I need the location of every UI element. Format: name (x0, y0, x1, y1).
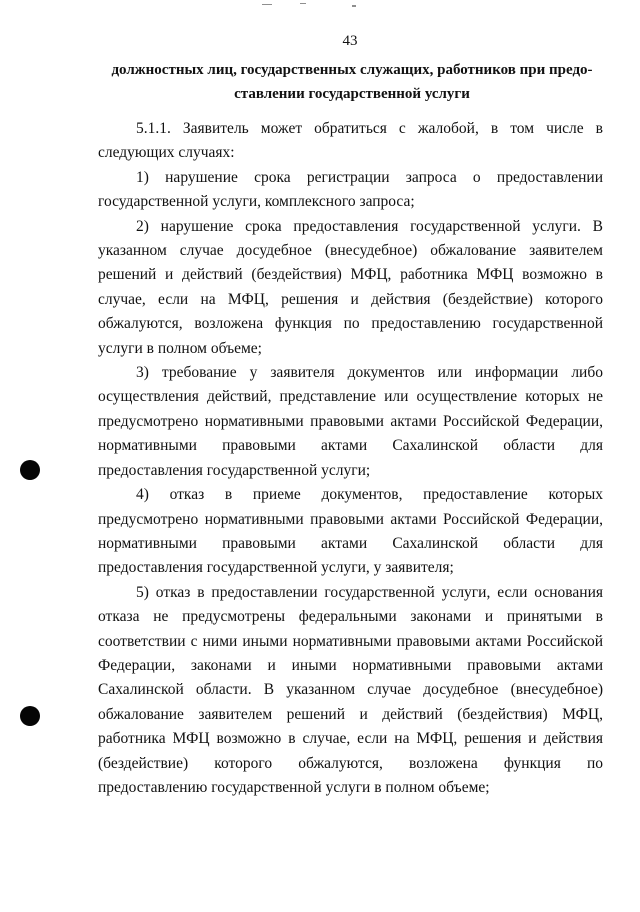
list-item-1: 1) нарушение срока регистрации запроса о предоставлении государственной услуги, комплексного запроса; (98, 168, 603, 211)
scan-artifact (262, 4, 272, 5)
punch-hole (20, 706, 40, 726)
punch-hole (20, 460, 40, 480)
list-item-3: 3) требование у заявителя документов или информации либо осуществления действий, представление или осуществление которых не предусмотрено нормативными правовыми актами Российской Федерации, нормативными правовыми актами Сахалинской области для предоставления государственной услуги; (98, 364, 603, 479)
page-number: 43 (342, 33, 358, 49)
list-item-4: 4) отказ в приеме документов, предоставление которых предусмотрено нормативными правовыми актами Российской Федерации, нормативными правовыми актами Сахалинской области для предоставления государственной услуги, у заявителя; (98, 486, 603, 577)
scan-artifact (352, 5, 356, 7)
paragraph-5-1-1: 5.1.1. Заявитель может обратиться с жалобой, в том числе в следующих случаях: (98, 120, 603, 162)
document-body (98, 117, 603, 800)
list-item-5: 5) отказ в предоставлении государственной услуги, если основания отказа не предусмотрены федеральными законами и принятыми в соответствии с ними иными нормативными правовыми актами Российской Федерации, законами и иными нормативными правовыми актами Сахалинской области. В указанном случае досудебное (внесудебное) обжалование заявителем решений и действий (бездействия) МФЦ, работника МФЦ возможно в случае, если на МФЦ, решения и действия (бездействие) которого обжалуются, возложена функция по предоставлению государственной услуги в полном объеме; (98, 583, 603, 796)
scan-artifact (300, 3, 306, 4)
list-item-2: 2) нарушение срока предоставления государственной услуги. В указанном случае досудебное (внесудебное) обжалование заявителем решений и действий (бездействия) МФЦ, работника МФЦ возможно в случае, если на МФЦ, решения и действия (бездействие) которого обжалуются, возложена функция по предоставлению государственной услуги в полном объеме; (98, 217, 603, 357)
section-heading: должностных лиц, государственных служащих, работников при предо-ставлении государственной услуги (111, 62, 593, 102)
